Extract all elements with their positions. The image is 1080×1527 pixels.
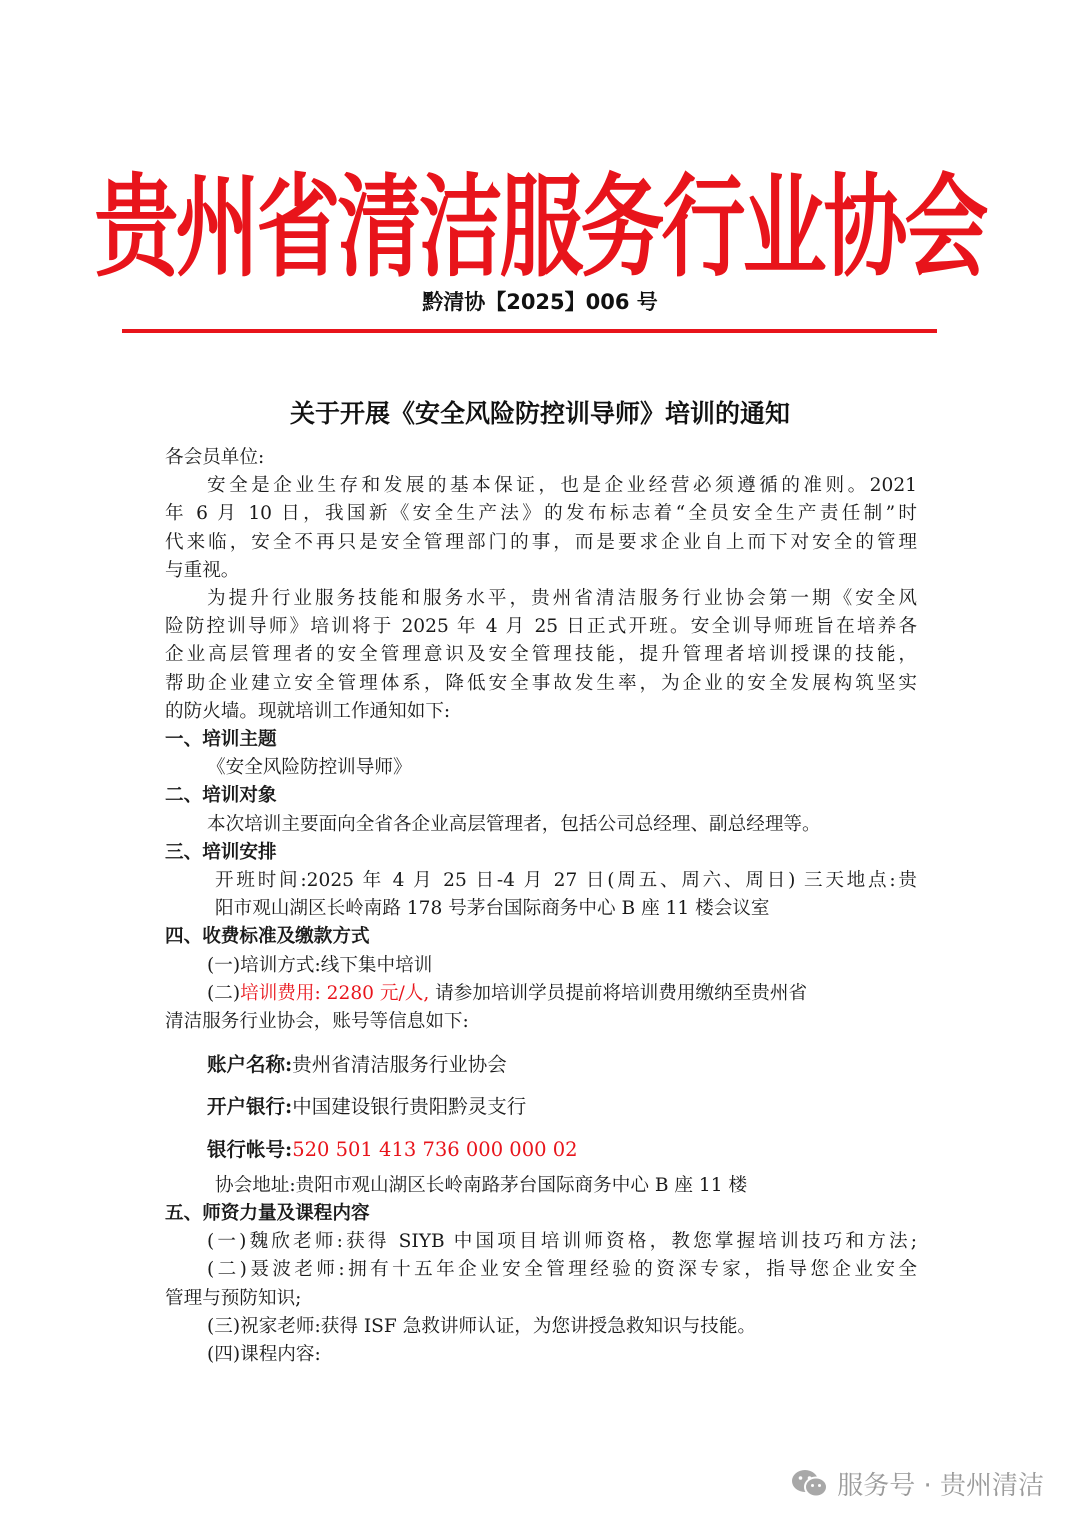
paragraph-line: 与重视。 <box>165 559 240 581</box>
section-heading-1: 一、培训主题 <box>165 729 277 751</box>
paragraph-line: 企业高层管理者的安全管理意识及安全管理技能，提升管理者培训授课的技能， <box>165 644 917 666</box>
header-divider <box>122 329 937 333</box>
section-2-text: 本次培训主要面向全省各企业高层管理者，包括公司总经理、副总经理等。 <box>207 813 821 835</box>
footer-watermark <box>791 1465 1044 1502</box>
section-heading-5: 五、师资力量及课程内容 <box>165 1203 370 1225</box>
paragraph-line: 帮助企业建立安全管理体系，降低安全事故发生率，为企业的安全发展构筑坚实 <box>165 672 917 694</box>
section-5-item-2: (二)聂波老师:拥有十五年企业安全管理经验的资深专家，指导您企业安全 <box>207 1259 917 1281</box>
section-4-item-2-cont: 清洁服务行业协会，账号等信息如下: <box>165 1011 469 1033</box>
item-prefix: (二) <box>207 982 241 1004</box>
section-4-item-1: (一)培训方式:线下集中培训 <box>207 954 433 976</box>
bank-value: 中国建设银行贵阳黔灵支行 <box>292 1095 527 1119</box>
section-5-item-1: (一)魏欣老师:获得 SIYB 中国项目培训师资格，教您掌握培训技巧和方法; <box>207 1231 917 1253</box>
section-5-item-2-cont: 管理与预防知识; <box>165 1287 302 1309</box>
bank-label: 开户银行: <box>207 1095 293 1119</box>
footer-text: 服务号 · 贵州清洁 <box>837 1471 1044 1501</box>
section-3-line: 开班时间:2025 年 4 月 25 日-4 月 27 日(周五、周六、周日) 三天地点:贵 <box>215 870 917 892</box>
paragraph-line: 险防控训导师》培训将于 2025 年 4 月 25 日正式开班。安全训导师班旨在培养各 <box>165 616 917 638</box>
section-5-item-3: (三)祝家老师:获得 ISF 急救讲师认证，为您讲授急救知识与技能。 <box>207 1315 757 1337</box>
training-fee: 培训费用: 2280 元/人, <box>240 982 430 1004</box>
section-1-text: 《安全风险防控训导师》 <box>207 757 412 779</box>
salutation: 各会员单位: <box>165 447 265 468</box>
paragraph-line: 的防火墙。现就培训工作通知如下: <box>165 700 451 722</box>
account-name-value: 贵州省清洁服务行业协会 <box>292 1053 507 1077</box>
section-5-item-4: (四)课程内容: <box>207 1344 321 1366</box>
paragraph-line: 为提升行业服务技能和服务水平，贵州省清洁服务行业协会第一期《安全风 <box>207 588 917 610</box>
document-number: 黔清协【2025】006 号 <box>422 290 658 314</box>
association-address: 协会地址:贵阳市观山湖区长岭南路茅台国际商务中心 B 座 11 楼 <box>215 1174 748 1196</box>
wechat-icon <box>791 1468 829 1500</box>
section-4-item-2 <box>165 980 917 1008</box>
account-number-label: 银行帐号: <box>207 1137 293 1161</box>
section-heading-3: 三、培训安排 <box>165 841 277 863</box>
paragraph-line: 代来临，安全不再只是安全管理部门的事，而是要求企业自上而下对安全的管理 <box>165 531 917 553</box>
account-name-row <box>165 1051 917 1079</box>
section-heading-4: 四、收费标准及缴款方式 <box>165 926 370 948</box>
org-header: 贵州省清洁服务行业协会 <box>94 162 986 292</box>
paragraph-1 <box>165 472 917 585</box>
paragraph-line: 安全是企业生存和发展的基本保证，也是企业经营必须遵循的准则。2021 <box>207 475 917 497</box>
account-number-value: 520 501 413 736 000 000 02 <box>292 1137 578 1161</box>
bank-row <box>165 1093 917 1121</box>
account-name-label: 账户名称: <box>207 1053 293 1077</box>
section-heading-2: 二、培训对象 <box>165 785 277 807</box>
section-3-line: 阳市观山湖区长岭南路 178 号茅台国际商务中心 B 座 11 楼会议室 <box>215 898 770 920</box>
paragraph-2 <box>165 585 917 726</box>
paragraph-line: 年 6 月 10 日，我国新《安全生产法》的发布标志着“全员安全生产责任制”时 <box>165 503 917 525</box>
notice-title: 关于开展《安全风险防控训导师》培训的通知 <box>289 399 790 428</box>
item-rest: 请参加培训学员提前将培训费用缴纳至贵州省 <box>429 982 808 1004</box>
account-number-row <box>165 1136 917 1164</box>
notice-body <box>165 444 917 1369</box>
